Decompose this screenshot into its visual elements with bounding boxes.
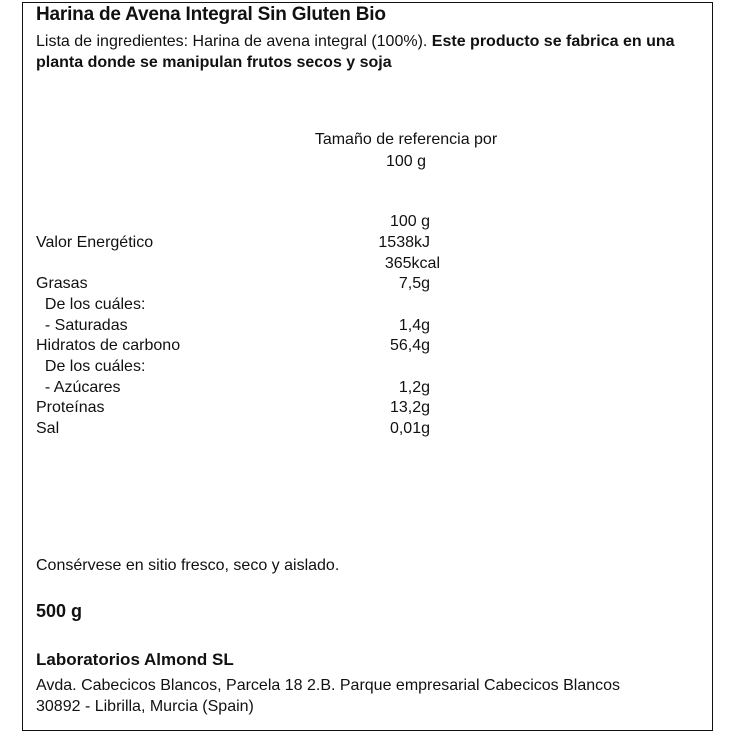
- nutrition-label-fat-of-which: De los cuáles:: [36, 296, 146, 313]
- reference-size-label: Tamaño de referencia por: [314, 131, 498, 148]
- nutrition-value-energy-kcal: 365kcal: [384, 255, 440, 272]
- nutrition-value-protein: 13,2g: [389, 399, 430, 416]
- product-title: Harina de Avena Integral Sin Gluten Bio: [36, 4, 386, 25]
- nutrition-value-saturates: 1,4g: [398, 317, 430, 334]
- nutrition-value-salt: 0,01g: [389, 420, 430, 437]
- nutrition-label-carbs-of-which: De los cuáles:: [36, 358, 146, 375]
- company-address: [36, 675, 620, 717]
- ingredients-text: [36, 31, 676, 73]
- nutrition-column-header: 100 g: [389, 213, 430, 230]
- company-name: Laboratorios Almond SL: [36, 650, 234, 669]
- address-line-1: Avda. Cabecicos Blancos, Parcela 18 2.B. Parque empresarial Cabecicos Blancos: [36, 677, 621, 694]
- allergen-warning: Este producto se fabrica en una planta donde se manipulan frutos secos y soja: [36, 33, 675, 71]
- ingredients-list: Lista de ingredientes: Harina de avena integral (100%).: [36, 33, 432, 50]
- address-line-2: 30892 - Librilla, Murcia (Spain): [36, 698, 254, 715]
- storage-instructions: Consérvese en sitio fresco, seco y aislado.: [36, 557, 340, 574]
- nutrition-label-protein: Proteínas: [36, 399, 105, 416]
- nutrition-label-fat: Grasas: [36, 275, 88, 292]
- nutrition-label-energy: Valor Energético: [36, 234, 154, 251]
- net-weight: 500 g: [36, 601, 83, 621]
- nutrition-value-sugars: 1,2g: [398, 379, 430, 396]
- nutrition-value-fat: 7,5g: [398, 275, 430, 292]
- nutrition-label-salt: Sal: [36, 420, 60, 437]
- nutrition-value-energy-kj: 1538kJ: [378, 234, 430, 251]
- nutrition-label-saturates: - Saturadas: [36, 317, 128, 334]
- reference-size-value: 100 g: [385, 153, 427, 170]
- nutrition-label-sugars: - Azúcares: [36, 379, 121, 396]
- nutrition-label-carbohydrates: Hidratos de carbono: [36, 337, 181, 354]
- nutrition-value-carbohydrates: 56,4g: [389, 337, 430, 354]
